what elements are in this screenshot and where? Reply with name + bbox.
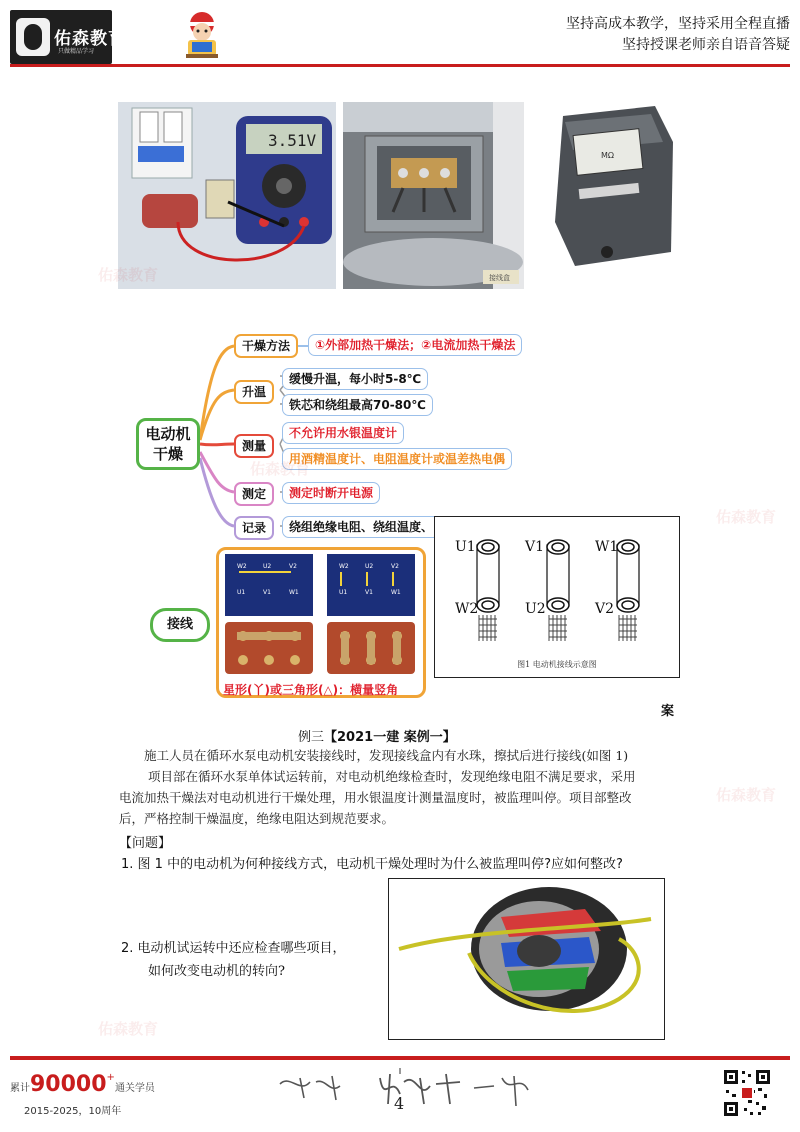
question-2: 2. 电动机试运转中还应检查哪些项目， — [121, 941, 346, 956]
leaf-no-mercury: 不允许用水银温度计 — [282, 422, 404, 444]
brand-logo — [10, 10, 126, 64]
fig1-label-v1: V1 — [525, 539, 545, 555]
answer-marker: 案 — [661, 704, 675, 719]
question-1: 1. 图 1 中的电动机为何种接线方式，电动机干燥处理时为什么被监理叫停?应如何整改? — [121, 857, 623, 872]
fig1-label-v2: V2 — [595, 601, 615, 617]
logo-name: 佑森教育 — [54, 29, 126, 49]
count-prefix: 累计 — [10, 1083, 30, 1094]
megger-label: MΩ — [601, 151, 615, 160]
watermark: 佑森教育 — [250, 460, 311, 478]
header-tagline: 坚持授课老师亲自语音答疑 — [622, 37, 790, 53]
star-v2: V2 — [289, 563, 297, 570]
logo-emblem-icon — [16, 18, 50, 56]
delta-v2: V2 — [391, 563, 399, 570]
junction-label: 接线盒 — [489, 274, 510, 282]
figure-1-wiring-diagram — [434, 516, 680, 678]
example-paragraph: 电流加热干燥法对电动机进行干燥处理，用水银温度计测量温度时，被监理叫停。项目部整改 — [119, 790, 632, 805]
qr-code-icon[interactable] — [722, 1068, 772, 1118]
delta-u1: U1 — [339, 589, 348, 596]
watermark: 佑森教育 — [98, 1020, 159, 1038]
delta-u2: U2 — [365, 563, 374, 570]
mascot-icon — [178, 10, 226, 60]
star-u2: U2 — [263, 563, 272, 570]
fig1-label-w2: W2 — [455, 601, 479, 617]
fig1-caption: 图1 电动机接线示意图 — [517, 660, 597, 669]
registered-mark-icon: ® — [112, 20, 120, 29]
count-plus: + — [106, 1072, 115, 1083]
watermark: 佑森教育 — [716, 786, 777, 804]
branch-heating: 升温 — [234, 380, 274, 404]
motor-rotation-illustration — [388, 878, 665, 1040]
example-paragraph: 项目部在循环水泵单体试运转前，对电动机绝缘检查时，发现绝缘电阻不满足要求，采用 — [148, 769, 636, 784]
star-u1: U1 — [237, 589, 246, 596]
example-paragraph: 后，严格控制干燥温度，绝缘电阻达到规范要求。 — [119, 811, 395, 826]
watermark: 佑森教育 — [716, 508, 777, 526]
megger-photo — [545, 102, 680, 272]
delta-w2: W2 — [339, 563, 349, 570]
student-count — [10, 1072, 155, 1097]
count-suffix: 通关学员 — [114, 1083, 155, 1094]
star-v1: V1 — [263, 589, 271, 596]
fig1-label-u2: U2 — [525, 601, 546, 617]
leaf-heating-max: 铁芯和绕组最高70-80℃ — [282, 394, 433, 416]
example-title-bold: 【2021一建 案例一】 — [324, 730, 456, 745]
mindmap-root: 电动机干燥 — [136, 418, 200, 470]
questions-heading: 【问题】 — [119, 836, 172, 851]
leaf-drying-method: ①外部加热干燥法；②电流加热干燥法 — [308, 334, 522, 356]
fig1-label-u1: U1 — [455, 539, 476, 555]
star-w1: W1 — [289, 589, 299, 596]
wiring-diagram-panel — [216, 547, 426, 698]
page-number: 4 — [394, 1094, 405, 1113]
wiring-node: 接线 — [150, 608, 210, 642]
example-paragraph: 施工人员在循环水泵电动机安装接线时，发现接线盒内有水珠，擦拭后进行接线(如图 1) — [144, 748, 629, 763]
branch-record: 记录 — [234, 516, 274, 540]
branch-drying-method: 干燥方法 — [234, 334, 298, 358]
logo-slogan: 只做精品学习 — [58, 48, 95, 55]
multimeter-reading: 3.51V — [268, 131, 317, 150]
branch-determine: 测定 — [234, 482, 274, 506]
junction-box-photo — [343, 102, 524, 289]
header-tagline: 坚持高成本教学，坚持采用全程直播 — [566, 16, 790, 32]
delta-v1: V1 — [365, 589, 373, 596]
footer-divider — [10, 1056, 790, 1060]
question-2-continuation: 如何改变电动机的转向? — [148, 964, 285, 979]
leaf-power-off: 测定时断开电源 — [282, 482, 380, 504]
branch-measure: 测量 — [234, 434, 274, 458]
header-divider — [10, 64, 790, 67]
handwritten-signature-icon — [270, 1064, 540, 1114]
count-value: 90000 — [30, 1072, 107, 1097]
watermark: 佑森教育 — [98, 266, 159, 284]
multimeter-photo — [118, 102, 336, 289]
leaf-heating-rate: 缓慢升温，每小时5-8℃ — [282, 368, 428, 390]
anniversary-years: 2015-2025，10周年 — [24, 1106, 122, 1117]
leaf-record-items: 绕组绝缘电阻、绕组温度、 — [282, 516, 440, 538]
example-title-prefix: 例三 — [298, 730, 325, 745]
example-title — [298, 726, 456, 745]
fig1-label-w1: W1 — [595, 539, 619, 555]
leaf-thermometer-types: 用酒精温度计、电阻温度计或温差热电偶 — [282, 448, 512, 470]
delta-w1: W1 — [391, 589, 401, 596]
wiring-caption: 星形(丫)或三角形(△)：横量竖角 — [223, 683, 399, 697]
star-w2: W2 — [237, 563, 247, 570]
